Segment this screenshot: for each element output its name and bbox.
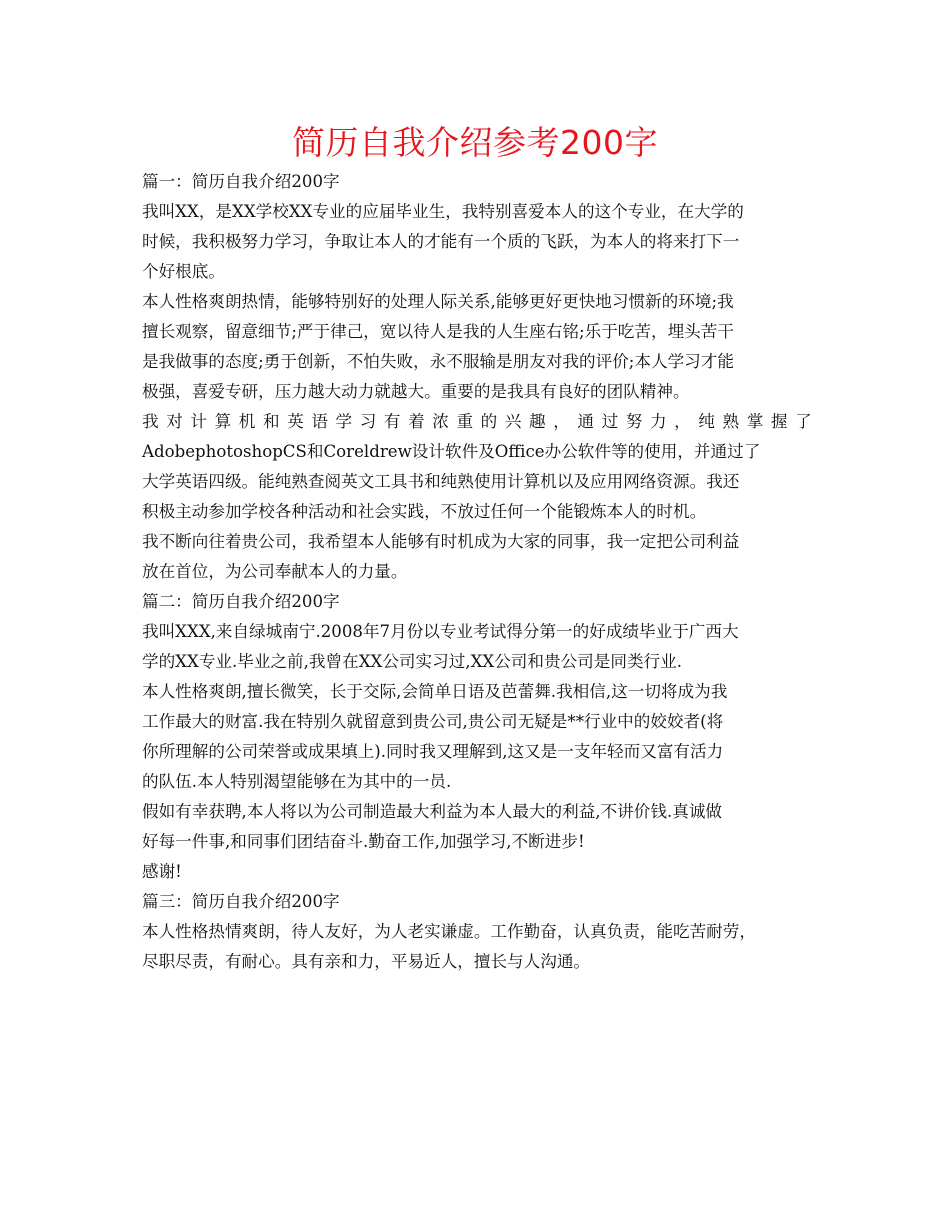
text-line: 的队伍.本人特别渴望能够在为其中的一员.: [142, 772, 452, 791]
text-char: 纯: [698, 412, 715, 431]
text-line: 尽职尽责，有耐心。具有亲和力，平易近人，擅长与人沟通。: [142, 952, 591, 971]
text-line: 积极主动参加学校各种活动和社会实践，不放过任何一个能锻炼本人的时机。: [142, 502, 707, 521]
text-line: 极强，喜爱专研，压力越大动力就越大。重要的是我具有良好的团队精神。: [142, 382, 690, 401]
text-line: 擅长观察，留意细节;严于律己，宽以待人是我的人生座右铭;乐于吃苦，埋头苦干: [142, 322, 734, 341]
text-char: ，: [674, 412, 691, 431]
text-char: 我: [142, 412, 159, 431]
document-body: [142, 167, 812, 977]
text-char: 英: [287, 412, 304, 431]
text-line: 学的XX专业.毕业之前,我曾在XX公司实习过,XX公司和贵公司是同类行业.: [142, 652, 683, 671]
text-char: 的: [480, 412, 498, 431]
text-line: 本人性格热情爽朗，待人友好，为人老实谦虚。工作勤奋，认真负责，能吃苦耐劳，: [142, 922, 756, 941]
text-char: 通: [577, 412, 594, 431]
text-char: ，: [553, 412, 570, 431]
text-char: 习: [359, 412, 377, 431]
text-line: 个好根底。: [142, 262, 225, 281]
text-line: 大学英语四级。能纯熟查阅英文工具书和纯熟使用计算机以及应用网络资源。我还: [142, 472, 740, 491]
text-char: 力: [649, 412, 667, 431]
text-char: 过: [601, 412, 619, 431]
text-char: 对: [166, 412, 183, 431]
text-line: 时候，我积极努力学习，争取让本人的才能有一个质的飞跃，为本人的将来打下一: [142, 232, 740, 251]
text-char: 浓: [432, 412, 449, 431]
text-line: 我不断向往着贵公司，我希望本人能够有时机成为大家的同事，我一定把公司利益: [142, 532, 740, 551]
text-char: 计: [190, 412, 207, 431]
text-char: 算: [214, 412, 232, 431]
text-char: 熟: [722, 412, 740, 431]
text-char: 趣: [529, 412, 546, 431]
text-char: 有: [383, 412, 401, 431]
text-char: 握: [770, 412, 788, 431]
text-char: 兴: [504, 412, 522, 431]
text-line: 感谢!: [142, 862, 182, 881]
text-char: 掌: [746, 412, 764, 431]
document-title: 简历自我介绍参考200字: [292, 123, 658, 162]
text-line: 是我做事的态度;勇于创新，不怕失败，永不服输是朋友对我的评价;本人学习才能: [142, 352, 734, 371]
text-line: 我叫XX，是XX学校XX专业的应届毕业生，我特别喜爱本人的这个专业，在大学的: [142, 202, 744, 221]
section-heading-2: 篇二：简历自我介绍200字: [142, 592, 340, 611]
text-line: 本人性格爽朗,擅长微笑，长于交际,会简单日语及芭蕾舞.我相信,这一切将成为我: [142, 682, 728, 701]
text-line: 你所理解的公司荣誉或成果填上).同时我又理解到,这又是一支年轻而又富有活力: [142, 742, 724, 761]
text-line-justified: [142, 407, 812, 437]
section-heading-3: 篇三：简历自我介绍200字: [142, 892, 340, 911]
text-line: 好每一件事,和同事们团结奋斗.勤奋工作,加强学习,不断进步!: [142, 832, 585, 851]
text-line: 我叫XXX,来自绿城南宁.2008年7月份以专业考试得分第一的好成绩毕业于广西大: [142, 622, 739, 641]
text-char: 语: [311, 412, 328, 431]
section-heading-1: 篇一：简历自我介绍200字: [142, 172, 340, 191]
text-char: 和: [262, 412, 280, 431]
text-char: 努: [625, 412, 643, 431]
text-line: 放在首位，为公司奉献本人的力量。: [142, 562, 408, 581]
text-line: AdobephotoshopCS和Coreldrew设计软件及Office办公软件等的使用，并通过了: [142, 442, 761, 461]
text-char: 学: [335, 412, 353, 431]
text-char: 着: [408, 412, 425, 431]
text-line: 假如有幸获聘,本人将以为公司制造最大利益为本人最大的利益,不讲价钱.真诚做: [142, 802, 723, 821]
text-char: 重: [456, 412, 474, 431]
text-line: 工作最大的财富.我在特别久就留意到贵公司,贵公司无疑是**行业中的姣姣者(将: [142, 712, 724, 731]
text-char: 机: [238, 412, 256, 431]
text-line: 本人性格爽朗热情，能够特别好的处理人际关系,能够更好更快地习惯新的环境;我: [142, 292, 734, 311]
text-char: 了: [795, 412, 812, 431]
